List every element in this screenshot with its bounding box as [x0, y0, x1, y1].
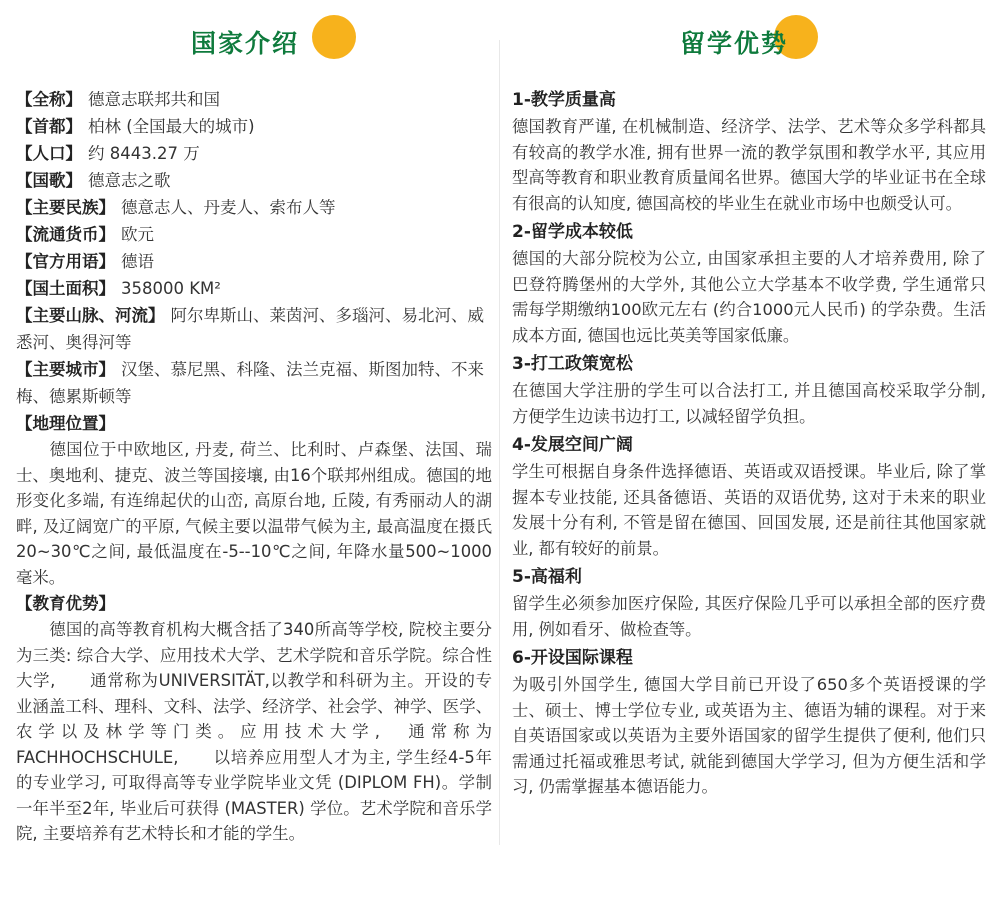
fact-language: 【官方用语】 德语	[16, 252, 154, 271]
fact-currency: 【流通货币】 欧元	[16, 225, 154, 244]
advantage-item	[512, 563, 986, 642]
advantage-title: 2-留学成本较低	[512, 222, 633, 242]
fact-major-cities: 【主要城市】 汉堡、慕尼黑、科隆、法兰克福、斯图加特、不来梅、德累斯顿等	[16, 360, 484, 406]
advantage-text: 为吸引外国学生, 德国大学目前已开设了650多个英语授课的学士、硕士、博士学位专业, 或英语为主、德语为辅的课程。对于来自英语国家或以英语为主要外语国家的留学生提供了便利, 他们只需通过托福或雅思考试, 就能到德国大学学习, 但为方便生活和学习, 仍需掌握基本德语能力。	[512, 675, 986, 796]
fact-full-name: 【全称】 德意志联邦共和国	[16, 90, 220, 109]
advantage-text: 在德国大学注册的学生可以合法打工, 并且德国高校采取学分制, 方便学生边读书边打工, 以减轻留学负担。	[512, 381, 986, 426]
advantage-item	[512, 218, 986, 348]
country-intro-title: 国家介绍	[190, 29, 299, 58]
fact-capital: 【首都】 柏林 (全国最大的城市)	[16, 117, 255, 136]
geography-heading: 【地理位置】	[16, 414, 115, 433]
column-divider	[499, 40, 500, 845]
country-facts	[16, 86, 492, 847]
country-intro-column	[16, 0, 492, 843]
geography-paragraph: 德国位于中欧地区, 丹麦, 荷兰、比利时、卢森堡、法国、瑞士、奥地利、捷克、波兰等国接壤, 由16个联邦州组成。德国的地形变化多端, 有连绵起伏的山峦, 高原台地, 丘陵, 有秀丽动人的湖畔, 及辽阔宽广的平原, 气候主要以温带气候为主, 最高温度在摄氏20~30℃之间, 最低温度在-5--10℃之间, 年降水量500~1000毫米。	[16, 440, 492, 587]
advantage-title: 5-高福利	[512, 567, 582, 587]
fact-anthem: 【国歌】 德意志之歌	[16, 171, 171, 190]
study-advantages-header	[512, 0, 986, 84]
fact-mountains-rivers: 【主要山脉、河流】 阿尔卑斯山、莱茵河、多瑙河、易北河、威悉河、奥得河等	[16, 306, 484, 352]
advantage-item	[512, 431, 986, 561]
advantage-title: 1-教学质量高	[512, 90, 616, 110]
advantage-item	[512, 86, 986, 216]
advantage-item	[512, 350, 986, 429]
advantage-text: 德国教育严谨, 在机械制造、经济学、法学、艺术等众多学科都具有较高的教学水准, 拥有世界一流的教学氛围和教学水平, 其应用型高等教育和职业教育质量闻名世界。德国大学的毕业证书在全球有很高的认知度, 德国高校的毕业生在就业市场中也颇受认可。	[512, 117, 986, 213]
study-advantages-title: 留学优势	[679, 29, 788, 58]
fact-population: 【人口】 约 8443.27 万	[16, 144, 200, 163]
advantage-text: 学生可根据自身条件选择德语、英语或双语授课。毕业后, 除了掌握本专业技能, 还具备德语、英语的双语优势, 这对于未来的职业发展十分有利, 不管是留在德国、回国发展, 还是前往其他国家就业, 都有较好的前景。	[512, 462, 986, 558]
education-heading: 【教育优势】	[16, 594, 115, 613]
study-advantages-column	[512, 0, 986, 796]
country-intro-header	[16, 0, 492, 84]
advantage-title: 4-发展空间广阔	[512, 435, 633, 455]
advantage-text: 留学生必须参加医疗保险, 其医疗保险几乎可以承担全部的医疗费用, 例如看牙、做检查等。	[512, 594, 986, 639]
advantages-list	[512, 86, 986, 802]
advantage-text: 德国的大部分院校为公立, 由国家承担主要的人才培养费用, 除了巴登符腾堡州的大学外, 其他公立大学基本不收学费, 学生通常只需每学期缴纳100欧元左右 (约合1000元人民币) 的学杂费。生活成本方面, 德国也远比英美等国家低廉。	[512, 249, 986, 345]
fact-ethnic-groups: 【主要民族】 德意志人、丹麦人、索布人等	[16, 198, 336, 217]
fact-area: 【国土面积】 358000 KM²	[16, 279, 221, 298]
advantage-item	[512, 644, 986, 800]
education-paragraph: 德国的高等教育机构大概含括了340所高等学校, 院校主要分为三类: 综合大学、应用技术大学、艺术学院和音乐学院。综合性大学, 通常称为UNIVERSITÄT,以教学和科研为主。开设的专业涵盖工科、理科、文科、法学、经济学、社会学、神学、医学、农学以及林学等门类。应用技术大学, 通常称为FACHHOCHSCHULE, 以培养应用型人才为主, 学生经4-5年的专业学习, 可取得高等专业学院毕业文凭 (DIPLOM FH)。学制一年半至2年, 毕业后可获得 (MASTER) 学位。艺术学院和音乐学院, 主要培养有艺术特长和才能的学生。	[16, 620, 492, 843]
advantage-title: 3-打工政策宽松	[512, 354, 633, 374]
advantage-title: 6-开设国际课程	[512, 648, 633, 668]
